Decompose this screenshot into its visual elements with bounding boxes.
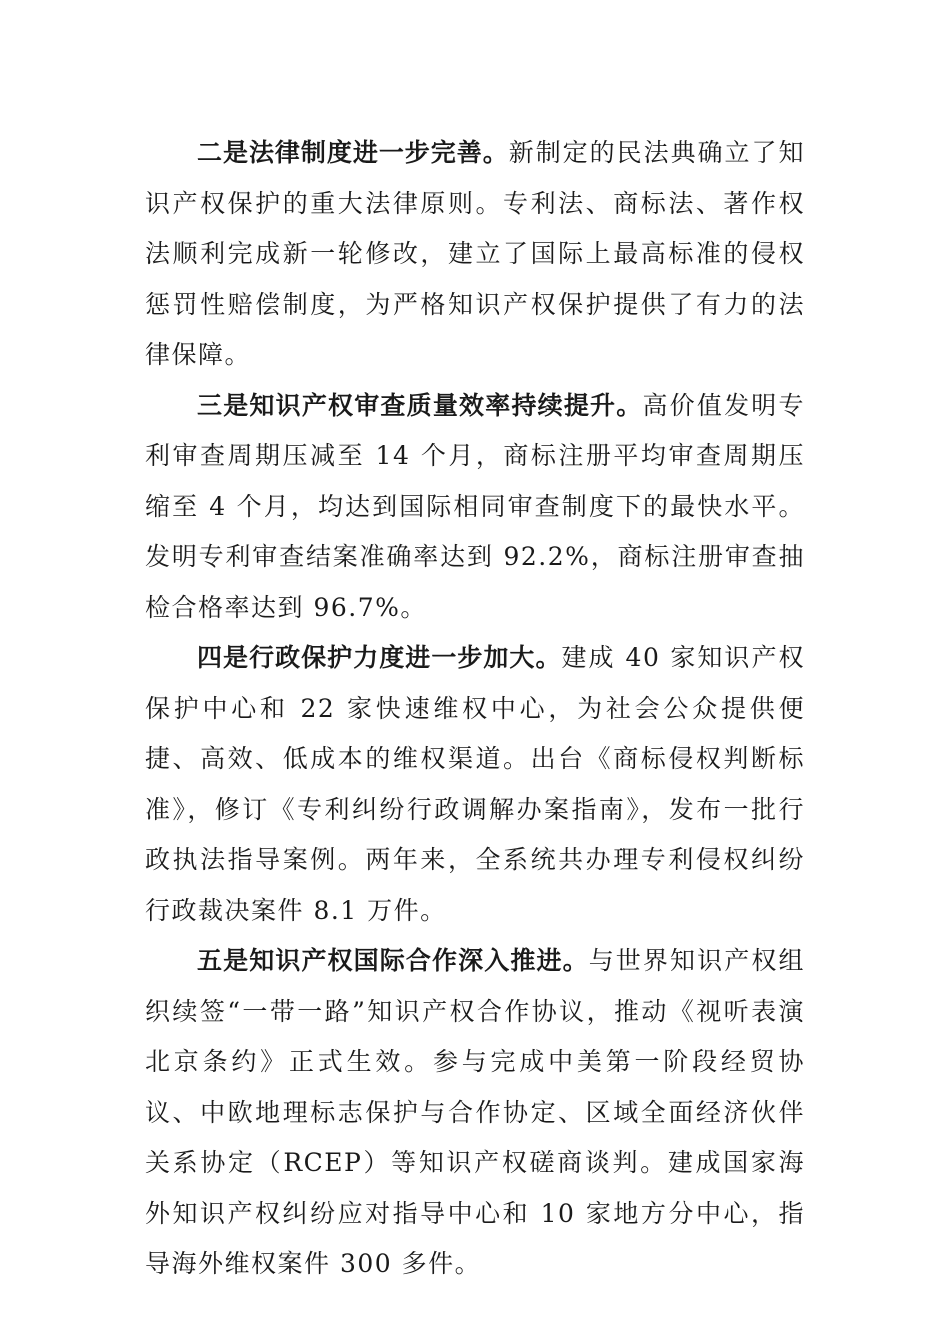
paragraph-lead: 三是知识产权审查质量效率持续提升。	[197, 390, 643, 420]
paragraph-examination-efficiency	[145, 381, 805, 634]
paragraph-international-cooperation	[145, 936, 805, 1290]
document-body	[145, 128, 805, 1290]
paragraph-lead: 四是行政保护力度进一步加大。	[197, 643, 562, 672]
paragraph-lead: 二是法律制度进一步完善。	[197, 138, 509, 167]
paragraph-law-system	[145, 128, 805, 381]
paragraph-body: 高价值发明专利审查周期压减至 14 个月，商标注册平均审查周期压缩至 4 个月，均达到国际相同审查制度下的最快水平。发明专利审查结案准确率达到 92.2%，商标注册审查抽检合格率达到 96.7%。	[145, 390, 805, 622]
paragraph-administrative-protection	[145, 633, 805, 936]
paragraph-body: 新制定的民法典确立了知识产权保护的重大法律原则。专利法、商标法、著作权法顺利完成新一轮修改，建立了国际上最高标准的侵权惩罚性赔偿制度，为严格知识产权保护提供了有力的法律保障。	[145, 138, 805, 369]
paragraph-lead: 五是知识产权国际合作深入推进。	[197, 946, 589, 975]
paragraph-body: 建成 40 家知识产权保护中心和 22 家快速维权中心，为社会公众提供便捷、高效、低成本的维权渠道。出台《商标侵权判断标准》，修订《专利纠纷行政调解办案指南》，发布一批行政执法指导案例。两年来，全系统共办理专利侵权纠纷行政裁决案件 8.1 万件。	[145, 643, 805, 925]
paragraph-body: 与世界知识产权组织续签“一带一路”知识产权合作协议，推动《视听表演北京条约》正式生效。参与完成中美第一阶段经贸协议、中欧地理标志保护与合作协定、区域全面经济伙伴关系协定（RCEP）等知识产权磋商谈判。建成国家海外知识产权纠纷应对指导中心和 10 家地方分中心，指导海外维权案件 300 多件。	[145, 946, 805, 1278]
